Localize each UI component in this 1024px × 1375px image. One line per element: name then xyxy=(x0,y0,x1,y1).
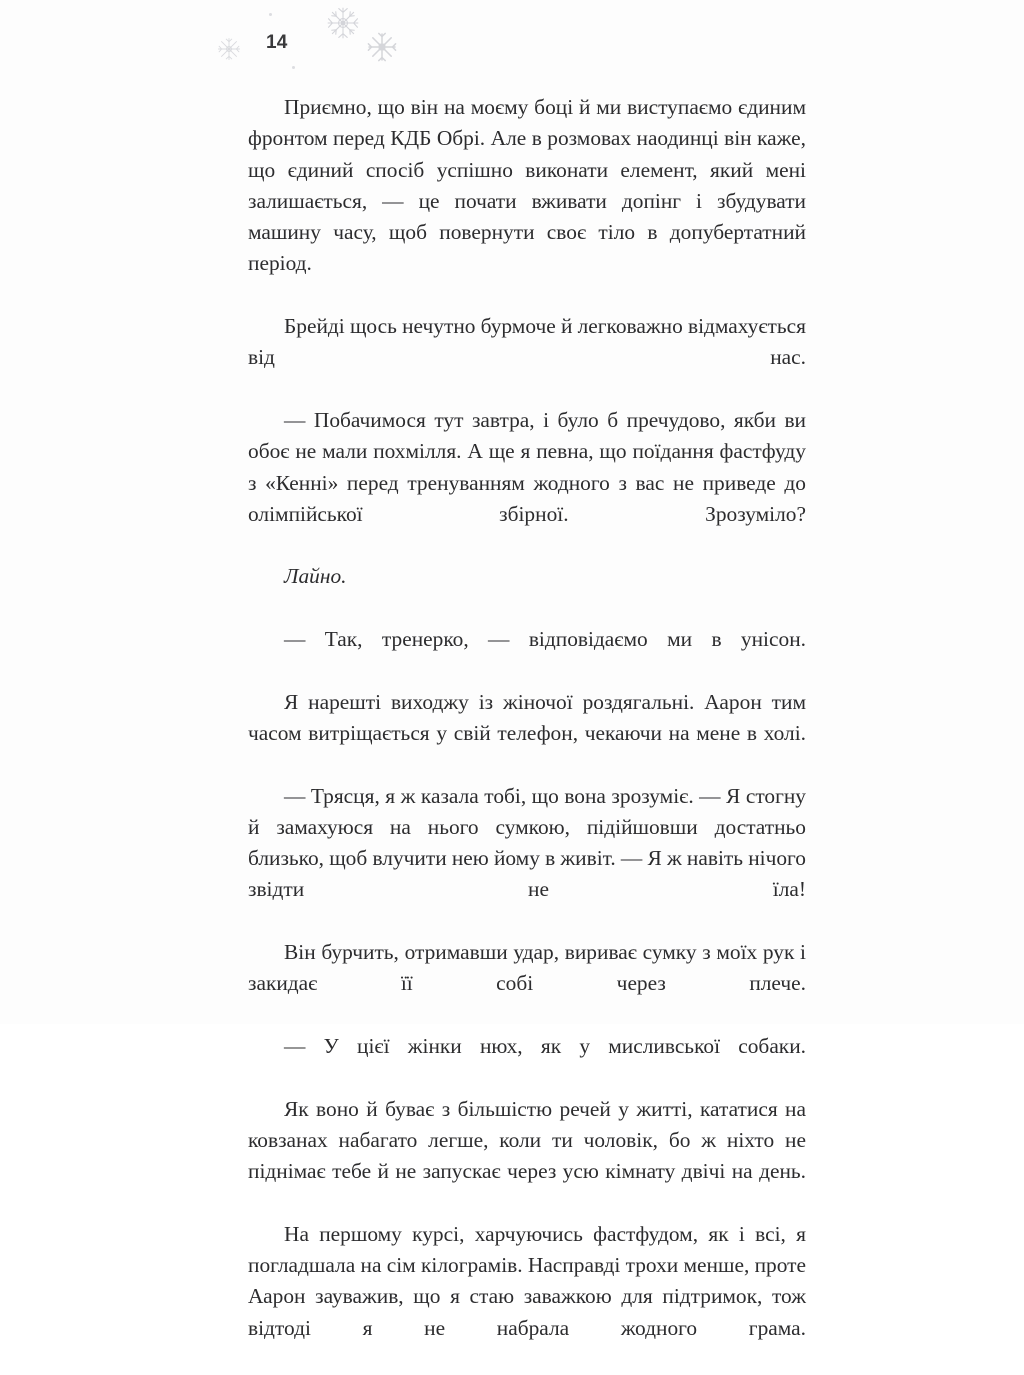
snowflake-large-middle-icon xyxy=(326,6,360,40)
paragraph-dialogue: — Побачимося тут завтра, і було б пречудово, якби ви обоє не мали похмілля. А ще я певна, що поїдання фастфуду з «Кенні» перед тренуванням жодного з вас не приведе до олімпійської збірної. Зрозуміло? xyxy=(248,405,806,561)
body-text-column xyxy=(248,92,806,1375)
page-header xyxy=(0,0,1024,88)
page-number: 14 xyxy=(266,33,288,52)
paragraph: Він бурчить, отримавши удар, вириває сумку з моїх рук і закидає її собі через плече. xyxy=(248,937,806,1031)
paragraph: Як воно й буває з більшістю речей у житті, кататися на ковзанах набагато легше, коли ти чоловік, бо ж ніхто не піднімає тебе й не запускає через усю кімнату двічі на день. xyxy=(248,1094,806,1219)
snowflake-medium-right-icon xyxy=(366,31,398,63)
paragraph-dialogue: — Так, тренерко, — відповідаємо ми в унісон. xyxy=(248,624,806,687)
snowflake-small-left-icon xyxy=(216,36,242,62)
snow-speck-upper-icon xyxy=(269,13,272,16)
paragraph: Я нарешті виходжу із жіночої роздягальні. Аарон тим часом витріщається у свій телефон, чекаючи на мене в холі. xyxy=(248,687,806,781)
paragraph-italic-thought: Лайно. xyxy=(248,561,806,624)
snow-speck-lower-icon xyxy=(292,66,295,69)
paragraph: Приємно, що він на моєму боці й ми виступаємо єдиним фронтом перед КДБ Обрі. Але в розмовах наодинці він каже, що єдиний спосіб успішно виконати елемент, який мені залишається, — це почати вживати допінг і збудувати машину часу, щоб повернути своє тіло в допубертатний період. xyxy=(248,92,806,311)
paragraph: На першому курсі, харчуючись фастфудом, як і всі, я погладшала на сім кілограмів. Насправді трохи менше, проте Аарон зауважив, що я стаю заважкою для підтримок, тож відтоді я не набрала жодного грама. xyxy=(248,1219,806,1375)
paragraph-dialogue: — Трясця, я ж казала тобі, що вона зрозуміє. — Я стогну й замахуюся на нього сумкою, підійшовши достатньо близько, щоб влучити нею йому в живіт. — Я ж навіть нічого звідти не їла! xyxy=(248,781,806,937)
paragraph-dialogue: — У цієї жінки нюх, як у мисливської собаки. xyxy=(248,1031,806,1094)
paragraph: Брейді щось нечутно бурмоче й легковажно відмахується від нас. xyxy=(248,311,806,405)
